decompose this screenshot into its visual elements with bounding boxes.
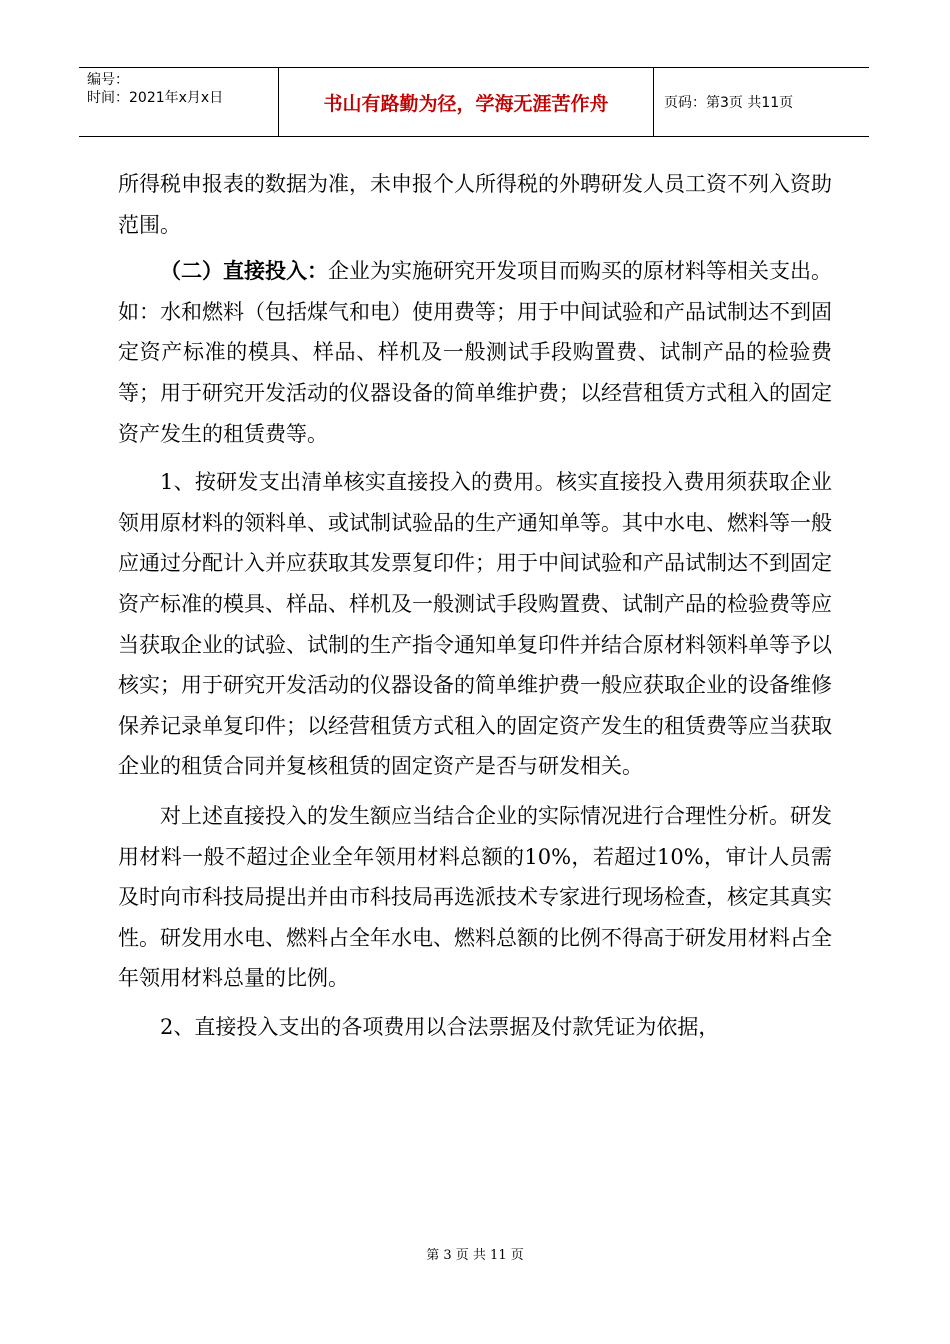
paragraph-analysis: 对上述直接投入的发生额应当结合企业的实际情况进行合理性分析。研发用材料一般不超过企业全年领用材料总额的10%，若超过10%，审计人员需及时向市科技局提出并由市科技局再选派技术专家进行现场检查，核定其真实性。研发用水电、燃料占全年水电、燃料总额的比例不得高于研发用材料占全年领用材料总量的比例。 bbox=[118, 803, 832, 991]
paragraph-1: 所得税申报表的数据为准，未申报个人所得税的外聘研发人员工资不列入资助范围。 bbox=[118, 172, 832, 237]
paragraph-item-2: 2、直接投入支出的各项费用以合法票据及付款凭证为依据， bbox=[160, 1014, 720, 1039]
paragraph-item-1: 1、按研发支出清单核实直接投入的费用。核实直接投入费用须获取企业领用原材料的领料单、或试制试验品的生产通知单等。其中水电、燃料等一般应通过分配计入并应获取其发票复印件；用于中间试验和产品试制达不到固定资产标准的模具、样品、样机及一般测试手段购置费、试制产品的检验费等应当获取企业的试验、试制的生产指令通知单复印件并结合原材料领料单等予以核实；用于研究开发活动的仪器设备的简单维护费一般应获取企业的设备维修保养记录单复印件；以经营租赁方式租入的固定资产发生的租赁费等应当获取企业的租赁合同并复核租赁的固定资产是否与研发相关。 bbox=[118, 470, 832, 779]
document-time: 时间：2021年x月x日 bbox=[87, 90, 224, 106]
header-meta bbox=[79, 68, 279, 136]
page-footer: 第 3 页 共 11 页 bbox=[426, 1248, 524, 1263]
header-motto: 书山有路勤为径，学海无涯苦作舟 bbox=[279, 68, 654, 136]
document-number: 编号： bbox=[87, 72, 129, 88]
page-header bbox=[79, 67, 869, 137]
header-page-number: 页码：第3页 共11页 bbox=[664, 95, 794, 111]
document-body bbox=[118, 164, 832, 1047]
section-text: 企业为实施研究开发项目而购买的原材料等相关支出。如：水和燃料（包括煤气和电）使用费等；用于中间试验和产品试制达不到固定资产标准的模具、样品、样机及一般测试手段购置费、试制产品的检验费等；用于研究开发活动的仪器设备的简单维护费；以经营租赁方式租入的固定资产发生的租赁费等。 bbox=[118, 259, 832, 446]
paragraph-direct-input bbox=[118, 251, 832, 454]
section-heading: （二）直接投入： bbox=[160, 258, 328, 284]
